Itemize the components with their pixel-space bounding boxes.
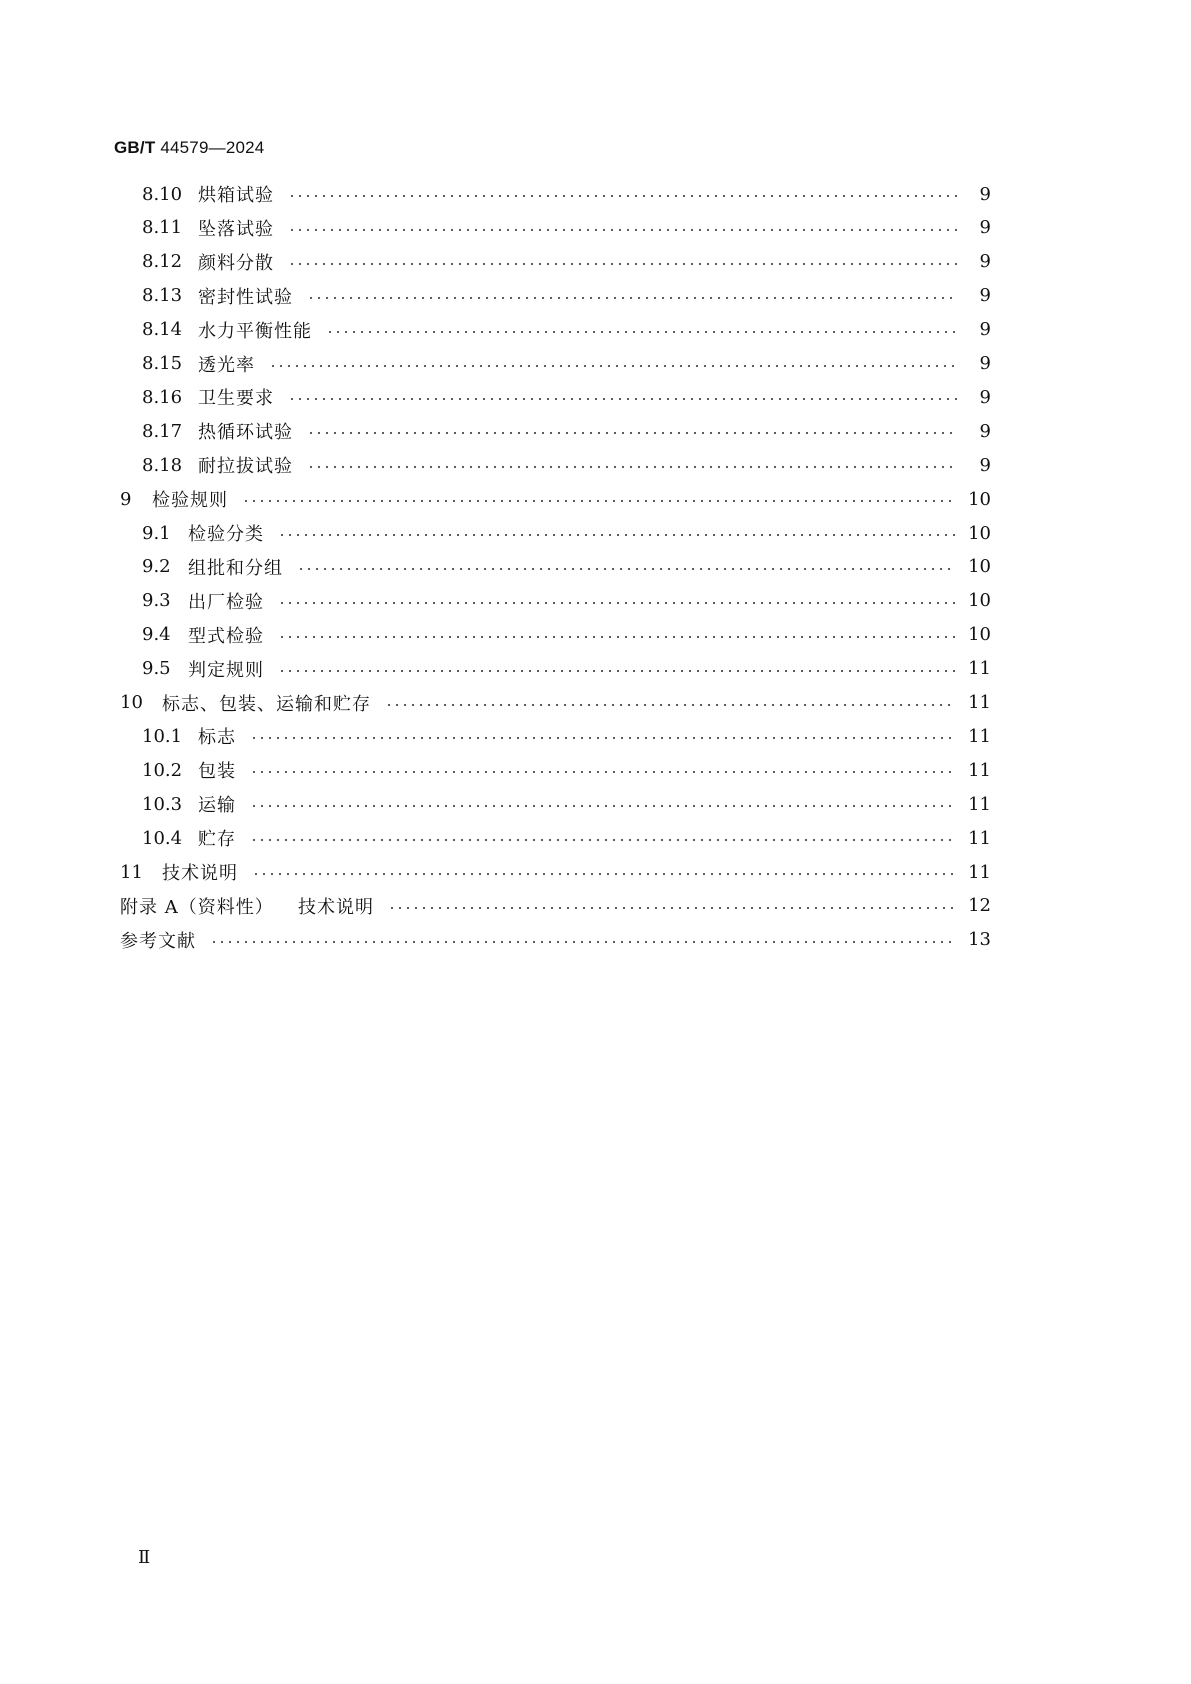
toc-entry-page: 9 (979, 183, 991, 205)
toc-entry[interactable] (142, 213, 991, 243)
toc-entry-number: 10.1 (142, 725, 183, 747)
toc-entry[interactable] (142, 552, 991, 582)
toc-leader-dots (288, 195, 957, 197)
toc-entry[interactable] (142, 586, 991, 616)
toc-entry-title: 透光率 (198, 354, 255, 376)
toc-entry-number: 8.17 (142, 420, 183, 442)
toc-entry-title: 水力平衡性能 (198, 320, 312, 342)
toc-leader-dots (269, 365, 957, 367)
toc-entry-title: 出厂检验 (188, 591, 264, 613)
toc-entry-title: 贮存 (198, 829, 236, 851)
toc-entry-page: 13 (968, 929, 991, 951)
toc-entry-title: 运输 (198, 795, 236, 817)
toc-entry-title: 卫生要求 (198, 388, 274, 410)
toc-entry-page: 9 (979, 386, 991, 408)
toc-leader-dots (288, 229, 957, 231)
toc-entry-number: 10.2 (142, 759, 183, 781)
toc-leader-dots (278, 534, 956, 536)
toc-leader-dots (297, 568, 956, 570)
toc-entry-number: 8.16 (142, 386, 183, 408)
toc-leader-dots (250, 771, 956, 773)
toc-entry-number: 10 (120, 692, 143, 713)
toc-entry-page: 9 (979, 454, 991, 476)
toc-entry-page: 10 (968, 488, 991, 510)
toc-entry[interactable] (142, 721, 991, 751)
toc-leader-dots (288, 398, 957, 400)
toc-entry-page: 9 (979, 251, 991, 273)
toc-entry[interactable] (142, 416, 991, 446)
toc-entry-title: 颜料分散 (198, 252, 274, 274)
toc-entry-number: 8.11 (142, 217, 183, 239)
toc-entry-page: 11 (968, 692, 991, 713)
toc-entry-page: 11 (968, 658, 991, 680)
toc-entry-title: 技术说明 (162, 863, 238, 884)
toc-entry-page: 10 (968, 522, 991, 544)
toc-entry-title: 组批和分组 (188, 557, 283, 579)
toc-entry-title: 标志 (198, 727, 236, 749)
toc-entry[interactable] (120, 891, 991, 921)
toc-entry-number: 8.12 (142, 251, 183, 273)
toc-entry-number: 8.14 (142, 319, 183, 341)
toc-entry-title: 型式检验 (188, 625, 264, 647)
toc-leader-dots (385, 704, 956, 706)
toc-entry-title: 技术说明 (298, 896, 374, 918)
toc-entry-page: 11 (968, 793, 991, 815)
toc-entry-page: 9 (979, 319, 991, 341)
toc-entry[interactable] (142, 789, 991, 819)
toc-entry[interactable] (142, 823, 991, 853)
toc-entry[interactable] (142, 450, 991, 480)
toc-entry-page: 11 (968, 725, 991, 747)
toc-entry-page: 12 (968, 895, 991, 917)
toc-entry-number: 9.5 (142, 658, 171, 680)
toc-entry[interactable] (142, 247, 991, 277)
toc-entry[interactable] (120, 857, 991, 887)
toc-leader-dots (250, 737, 956, 739)
toc-entry-number: 9.1 (142, 522, 171, 544)
toc-entry-page: 10 (968, 624, 991, 646)
toc-entry[interactable] (142, 755, 991, 785)
toc-entry[interactable] (142, 654, 991, 684)
toc-entry-number: 8.18 (142, 454, 183, 476)
toc-entry-page: 9 (979, 353, 991, 374)
toc-entry-title: 烘箱试验 (198, 185, 274, 206)
toc-entry-number: 8.10 (142, 183, 183, 205)
toc-entry-page: 11 (968, 861, 991, 883)
toc-leader-dots (278, 670, 956, 672)
toc-entry-title: 检验规则 (152, 490, 228, 512)
toc-entry-page: 9 (979, 217, 991, 239)
toc-leader-dots (326, 331, 957, 333)
toc-entry-title: 判定规则 (188, 659, 264, 681)
toc-leader-dots (250, 839, 956, 841)
toc-entry-title: 包装 (198, 761, 236, 783)
toc-leader-dots (388, 907, 956, 909)
toc-entry-number: 附录 A（资料性） (120, 896, 274, 918)
toc-entry[interactable] (120, 484, 991, 514)
toc-entry-number: 11 (120, 861, 143, 883)
toc-entry-title: 坠落试验 (198, 218, 274, 240)
toc-entry[interactable] (142, 281, 991, 311)
toc-entry-title: 标志、包装、运输和贮存 (162, 693, 371, 715)
toc-entry-number: 8.15 (142, 353, 183, 374)
standard-number: 44579—2024 (155, 138, 265, 157)
document-header (114, 138, 264, 158)
toc-entry-number: 9.2 (142, 556, 171, 578)
toc-entry[interactable] (142, 620, 991, 650)
toc-entry[interactable] (142, 315, 991, 345)
toc-entry-number: 10.4 (142, 827, 183, 849)
toc-leader-dots (307, 466, 957, 468)
toc-entry-number: 10.3 (142, 793, 183, 815)
standard-prefix: GB/T (114, 138, 156, 157)
toc-leader-dots (307, 297, 957, 299)
toc-leader-dots (278, 602, 956, 604)
toc-entry[interactable] (142, 382, 991, 412)
toc-entry-number: 8.13 (142, 285, 183, 307)
toc-entry-page: 10 (968, 590, 991, 612)
toc-entry-title: 耐拉拔试验 (198, 456, 293, 478)
toc-entry-page: 10 (968, 556, 991, 578)
toc-entry-page: 11 (968, 759, 991, 781)
toc-entry-page: 9 (979, 420, 991, 442)
toc-entry-title: 密封性试验 (198, 286, 293, 308)
toc-entry-title: 检验分类 (188, 524, 264, 545)
toc-leader-dots (242, 500, 956, 502)
toc-entry-page: 11 (968, 827, 991, 849)
toc-leader-dots (307, 432, 957, 434)
toc-leader-dots (252, 873, 956, 875)
toc-entry-title: 参考文献 (120, 930, 196, 952)
toc-entry[interactable] (142, 349, 991, 379)
toc-entry-title: 热循环试验 (198, 422, 293, 444)
toc-entry-number: 9.3 (142, 590, 171, 612)
toc-leader-dots (210, 941, 956, 943)
toc-entry[interactable] (142, 518, 991, 548)
toc-entry-number: 9.4 (142, 624, 171, 646)
toc-leader-dots (288, 263, 957, 265)
toc-entry-number: 9 (120, 488, 132, 510)
toc-entry-page: 9 (979, 285, 991, 307)
toc-entry[interactable] (120, 925, 991, 955)
page-number: Ⅱ (138, 1547, 151, 1568)
toc-leader-dots (250, 805, 956, 807)
toc-entry[interactable] (142, 179, 991, 209)
toc-leader-dots (278, 636, 956, 638)
toc-entry[interactable] (120, 688, 991, 718)
